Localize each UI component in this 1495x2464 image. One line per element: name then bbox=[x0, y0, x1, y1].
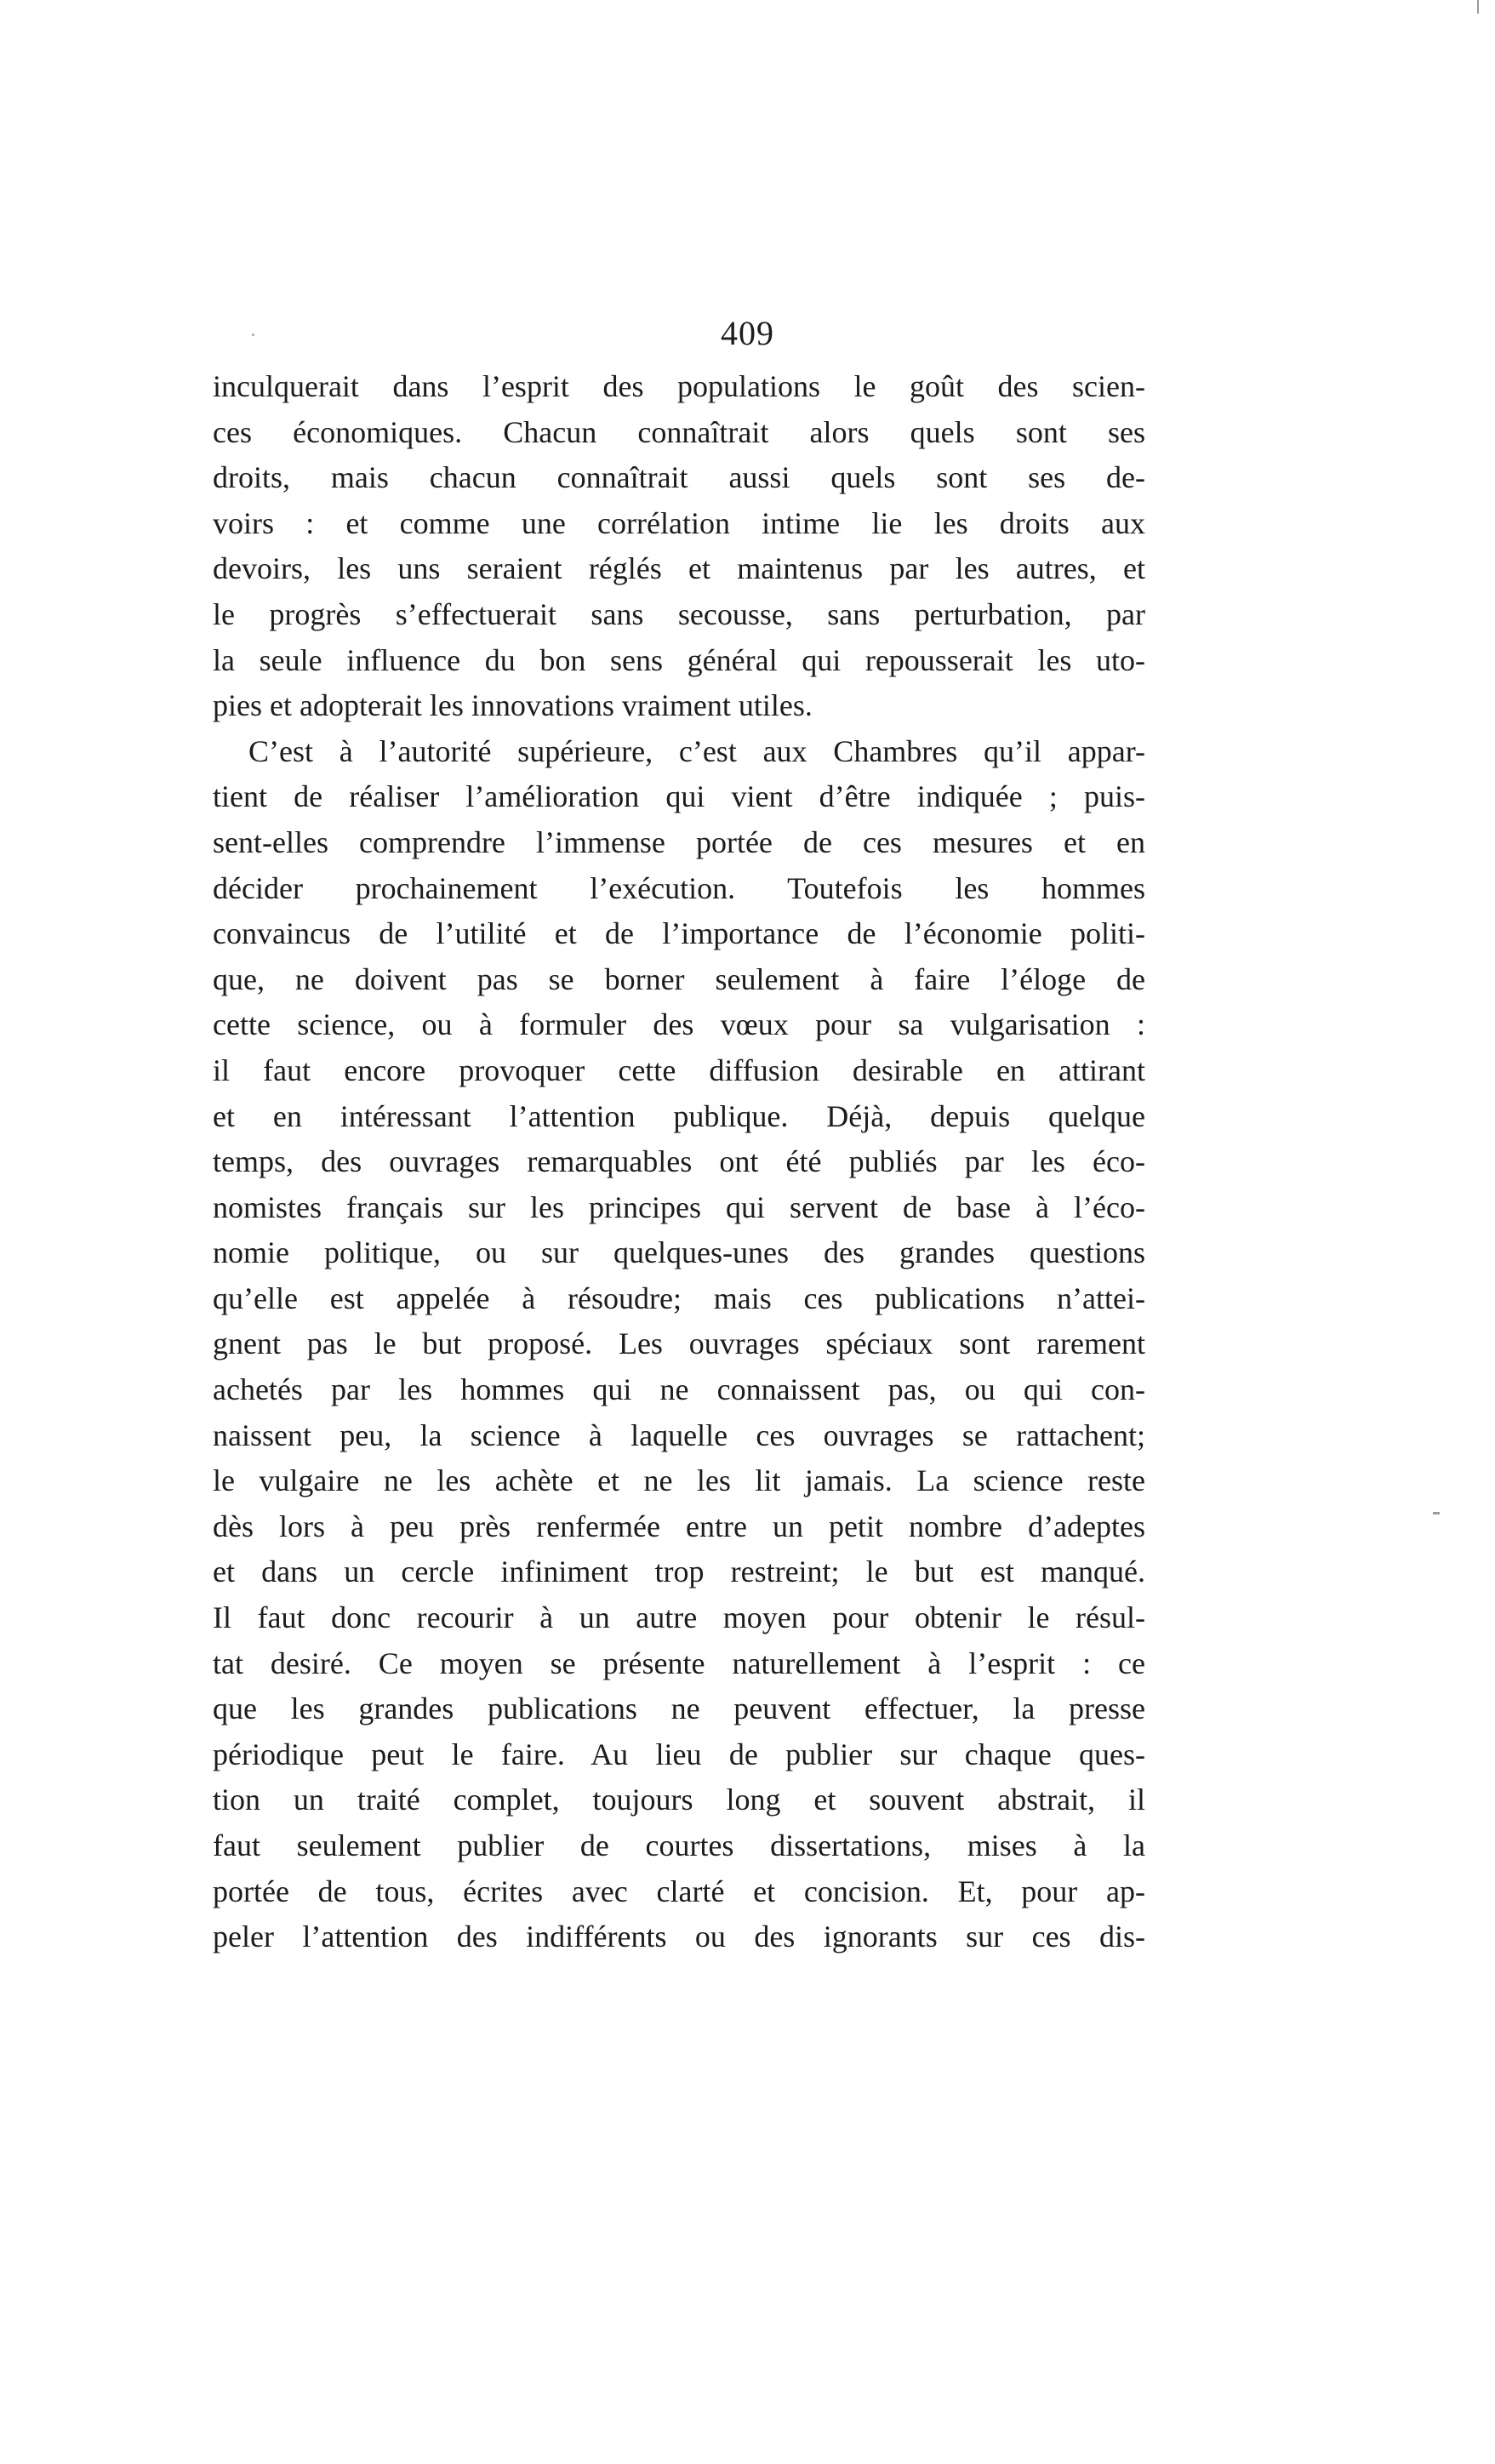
page-number: 409 bbox=[721, 314, 774, 352]
text-line: la seule influence du bon sens général qui repousserait les uto- bbox=[213, 642, 1145, 677]
text-line: que les grandes publications ne peuvent effectuer, la presse bbox=[213, 1691, 1145, 1726]
text-line: nomie politique, ou sur quelques-unes des grandes questions bbox=[213, 1235, 1145, 1270]
text-line: le progrès s’effectuerait sans secousse, sans perturbation, par bbox=[213, 596, 1145, 631]
text-line: gnent pas le but proposé. Les ouvrages spéciaux sont rarement bbox=[213, 1326, 1145, 1361]
text-line: décider prochainement l’exécution. Toutefois les hommes bbox=[213, 870, 1145, 905]
text-line: que, ne doivent pas se borner seulement à faire l’éloge de bbox=[213, 961, 1145, 996]
scan-edge-mark bbox=[1433, 1512, 1440, 1514]
text-line: le vulgaire ne les achète et ne les lit jamais. La science reste bbox=[213, 1463, 1145, 1498]
text-line: Il faut donc recourir à un autre moyen pour obtenir le résul- bbox=[213, 1600, 1145, 1635]
text-line: pies et adopterait les innovations vraiment utiles. bbox=[213, 688, 813, 723]
text-line: et en intéressant l’attention publique. Déjà, depuis quelque bbox=[213, 1098, 1145, 1133]
text-line: ces économiques. Chacun connaîtrait alors quels sont ses bbox=[213, 414, 1145, 449]
text-line: voirs : et comme une corrélation intime lie les droits aux bbox=[213, 505, 1145, 540]
text-line: tient de réaliser l’amélioration qui vient d’être indiquée ; puis- bbox=[213, 779, 1145, 814]
text-line: C’est à l’autorité supérieure, c’est aux Chambres qu’il appar- bbox=[248, 733, 1145, 768]
text-line: portée de tous, écrites avec clarté et concision. Et, pour ap- bbox=[213, 1874, 1145, 1908]
body-text bbox=[213, 364, 1145, 1960]
text-line: nomistes français sur les principes qui servent de base à l’éco- bbox=[213, 1189, 1145, 1224]
paragraph bbox=[213, 364, 1145, 729]
text-line: convaincus de l’utilité et de l’importance de l’économie politi- bbox=[213, 916, 1145, 951]
text-line: périodique peut le faire. Au lieu de publier sur chaque ques- bbox=[213, 1737, 1145, 1771]
text-line: peler l’attention des indifférents ou des ignorants sur ces dis- bbox=[213, 1919, 1145, 1954]
text-line: temps, des ouvrages remarquables ont été publiés par les éco- bbox=[213, 1144, 1145, 1179]
text-line: et dans un cercle infiniment trop restreint; le but est manqué. bbox=[213, 1554, 1145, 1589]
text-line: il faut encore provoquer cette diffusion desirable en attirant bbox=[213, 1052, 1145, 1087]
text-line: cette science, ou à formuler des vœux pour sa vulgarisation : bbox=[213, 1007, 1145, 1042]
text-line: dès lors à peu près renfermée entre un petit nombre d’adeptes bbox=[213, 1509, 1145, 1543]
scan-edge-mark bbox=[1477, 0, 1479, 14]
text-line: achetés par les hommes qui ne connaissent pas, ou qui con- bbox=[213, 1372, 1145, 1407]
text-line: inculquerait dans l’esprit des populations le goût des scien- bbox=[213, 369, 1145, 403]
text-line: tat desiré. Ce moyen se présente naturellement à l’esprit : ce bbox=[213, 1646, 1145, 1680]
text-line: naissent peu, la science à laquelle ces ouvrages se rattachent; bbox=[213, 1417, 1145, 1452]
text-line: sent-elles comprendre l’immense portée de ces mesures et en bbox=[213, 824, 1145, 859]
text-line: devoirs, les uns seraient réglés et maintenus par les autres, et bbox=[213, 551, 1145, 586]
text-line: faut seulement publier de courtes dissertations, mises à la bbox=[213, 1828, 1145, 1862]
text-line: droits, mais chacun connaîtrait aussi quels sont ses de- bbox=[213, 460, 1145, 495]
text-line: qu’elle est appelée à résoudre; mais ces publications n’attei- bbox=[213, 1280, 1145, 1315]
paragraph bbox=[213, 729, 1145, 1960]
text-line: tion un traité complet, toujours long et souvent abstrait, il bbox=[213, 1782, 1145, 1817]
